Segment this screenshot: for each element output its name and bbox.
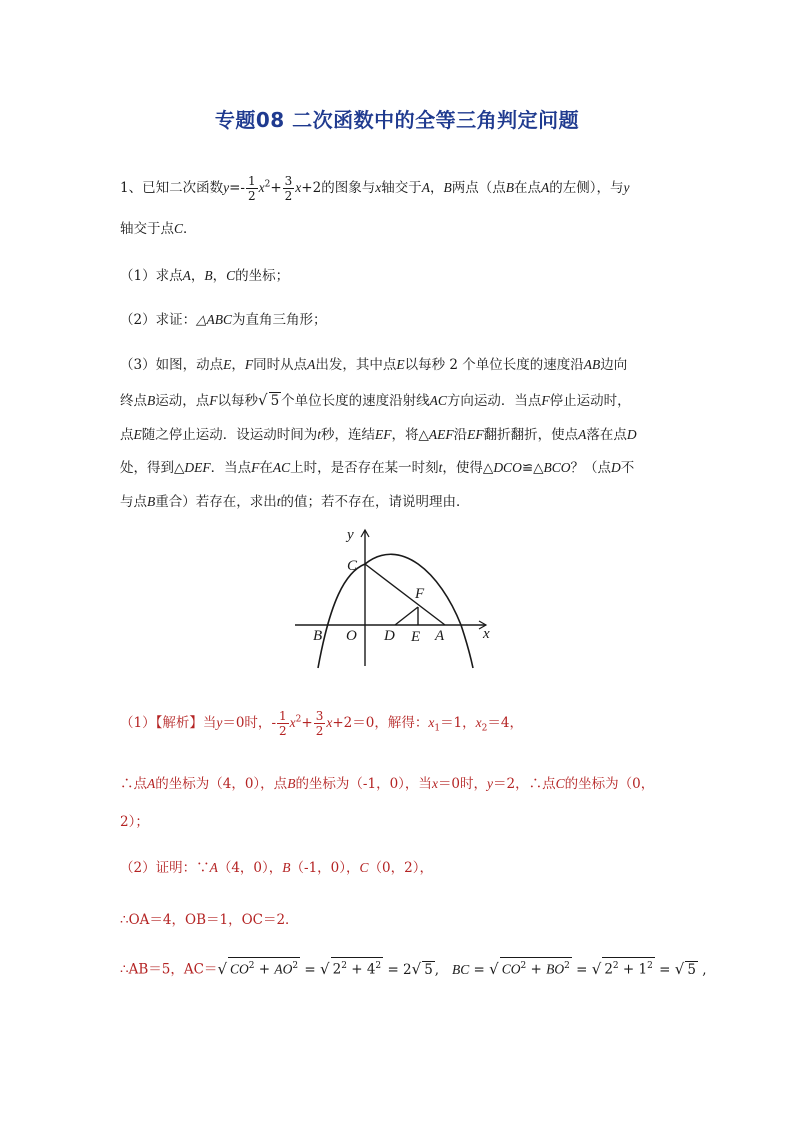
question-part-3-line-3: 点E随之停止运动．设运动时间为t秒，连结EF，将△AEF沿EF翻折翻折，使点A落在点D — [120, 427, 637, 443]
question-number: 1、已知二次函数 — [120, 180, 224, 196]
question-part-3-line-1: （3）如图，动点E，F同时从点A出发，其中点E以每秒 2 个单位长度的速度沿AB边向 — [120, 357, 628, 373]
solution-line-6: ∴AB＝5，AC＝√ $CO^2 + AO^2$ = √ $2^2 + 4^2 = 2√$ 5 , BC = √ $CO^2 + BO^2$ = √ $2^2 + 1^2$ = √ 5 , — [120, 957, 707, 980]
segment-CA — [365, 564, 445, 625]
segment-DF — [395, 607, 418, 625]
label-O: O — [346, 628, 357, 644]
question-part-3-line-2: 终点B运动，点F以每秒√ 5 个单位长度的速度沿射线AC方向运动．当点F停止运动时， — [120, 391, 631, 409]
solution-line-4: （2）证明：∵A（4，0），B（-1，0），C（0，2）， — [120, 860, 433, 876]
question-part-3-line-5: 与点B重合）若存在，求出t的值；若不存在，请说明理由． — [120, 494, 470, 510]
question-line-2: 轴交于点C． — [120, 221, 197, 237]
solution-line-5: ∴OA＝4，OB＝1，OC＝2． — [120, 912, 299, 928]
label-A: A — [435, 628, 445, 644]
parabola-curve — [318, 554, 473, 668]
solution-line-3: 2）； — [120, 814, 149, 830]
label-x: x — [483, 626, 490, 642]
label-C: C — [347, 558, 358, 574]
solution-line-2: ∴点A的坐标为（4，0），点B的坐标为（-1，0），当x＝0时，y＝2，∴点C的坐标为（0， — [120, 776, 655, 792]
parabola-figure — [290, 522, 500, 670]
question-part-2: （2）求证：△ABC为直角三角形； — [120, 312, 327, 328]
label-E: E — [411, 629, 421, 645]
question-part-1: （1）求点A，B，C的坐标； — [120, 268, 290, 284]
question-part-3-line-4: 处，得到△DEF．当点F在AC上时，是否存在某一时刻t，使得△DCO≌△BCO？（点D不 — [120, 460, 635, 476]
label-D: D — [384, 628, 395, 644]
label-F: F — [415, 586, 425, 602]
question-line-1: 1、已知二次函数y=- $\frac{1}{2}$ $x^2+$ $\frac{3}{2}$ x+2的图象与x轴交于A，B两点（点B在点A的左侧），与y — [120, 174, 630, 203]
solution-line-1: （1）【解析】当y＝0时，- $\frac{1}{2}$ $x^2+$ $\frac{3}{2}$ x+2＝0，解得：$x_1=1$，$x_2=4$， — [120, 709, 523, 738]
label-y: y — [347, 527, 354, 543]
label-B: B — [313, 628, 323, 644]
page-title: 专题08 二次函数中的全等三角判定问题 — [214, 108, 580, 132]
